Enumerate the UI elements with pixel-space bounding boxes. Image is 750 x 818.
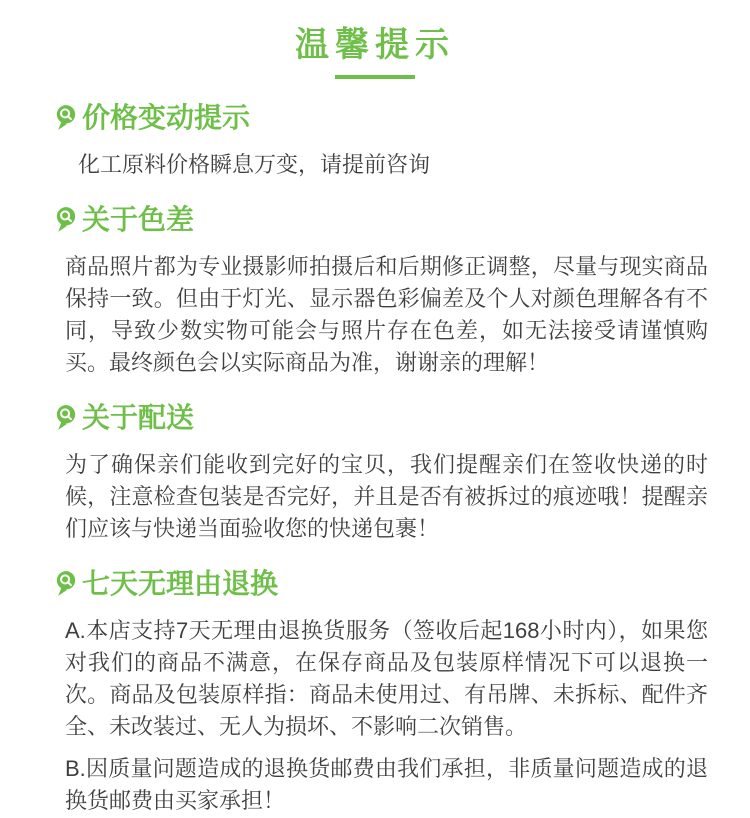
section-title: 价格变动提示 [82, 102, 251, 133]
section-title: 关于配送 [82, 402, 195, 433]
section-paragraph-b: B.因质量问题造成的退换货邮费由我们承担，非质量问题造成的退换货邮费由买家承担！ [65, 756, 708, 813]
section-header [40, 401, 710, 435]
magnifier-bubble-icon [55, 104, 77, 132]
section-price-change [40, 101, 710, 181]
section-return-policy [40, 567, 710, 817]
section-color-difference [40, 203, 710, 379]
section-delivery [40, 401, 710, 545]
page-title: 温馨提示 [295, 26, 455, 64]
section-paragraph: 为了确保亲们能收到完好的宝贝，我们提醒亲们在签收快递的时候，注意检查包装是否完好，并且是否有被拆过的痕迹哦！提醒亲们应该与快递当面验收您的快递包裹！ [65, 452, 708, 541]
section-paragraph: 化工原料价格瞬息万变，请提前咨询 [78, 152, 431, 177]
section-header [40, 203, 710, 237]
section-header [40, 101, 710, 135]
section-title: 关于色差 [82, 204, 195, 235]
section-header [40, 567, 710, 601]
magnifier-bubble-icon [55, 404, 77, 432]
section-paragraph-a: A.本店支持7天无理由退换货服务（签收后起168小时内），如果您对我们的商品不满意，在保存商品及包装原样情况下可以退换一次。商品及包装原样指：商品未使用过、有吊牌、未拆标、配件齐全、未改装过、无人为损坏、不影响二次销售。 [65, 618, 708, 739]
title-block [40, 24, 710, 79]
section-title: 七天无理由退换 [82, 568, 279, 599]
section-paragraph: 商品照片都为专业摄影师拍摄后和后期修正调整，尽量与现实商品保持一致。但由于灯光、显示器色彩偏差及个人对颜色理解各有不同，导致少数实物可能会与照片存在色差，如无法接受请谨慎购买。最终颜色会以实际商品为准，谢谢亲的理解！ [65, 254, 708, 375]
magnifier-bubble-icon [55, 206, 77, 234]
magnifier-bubble-icon [55, 570, 77, 598]
title-underline [335, 75, 415, 79]
